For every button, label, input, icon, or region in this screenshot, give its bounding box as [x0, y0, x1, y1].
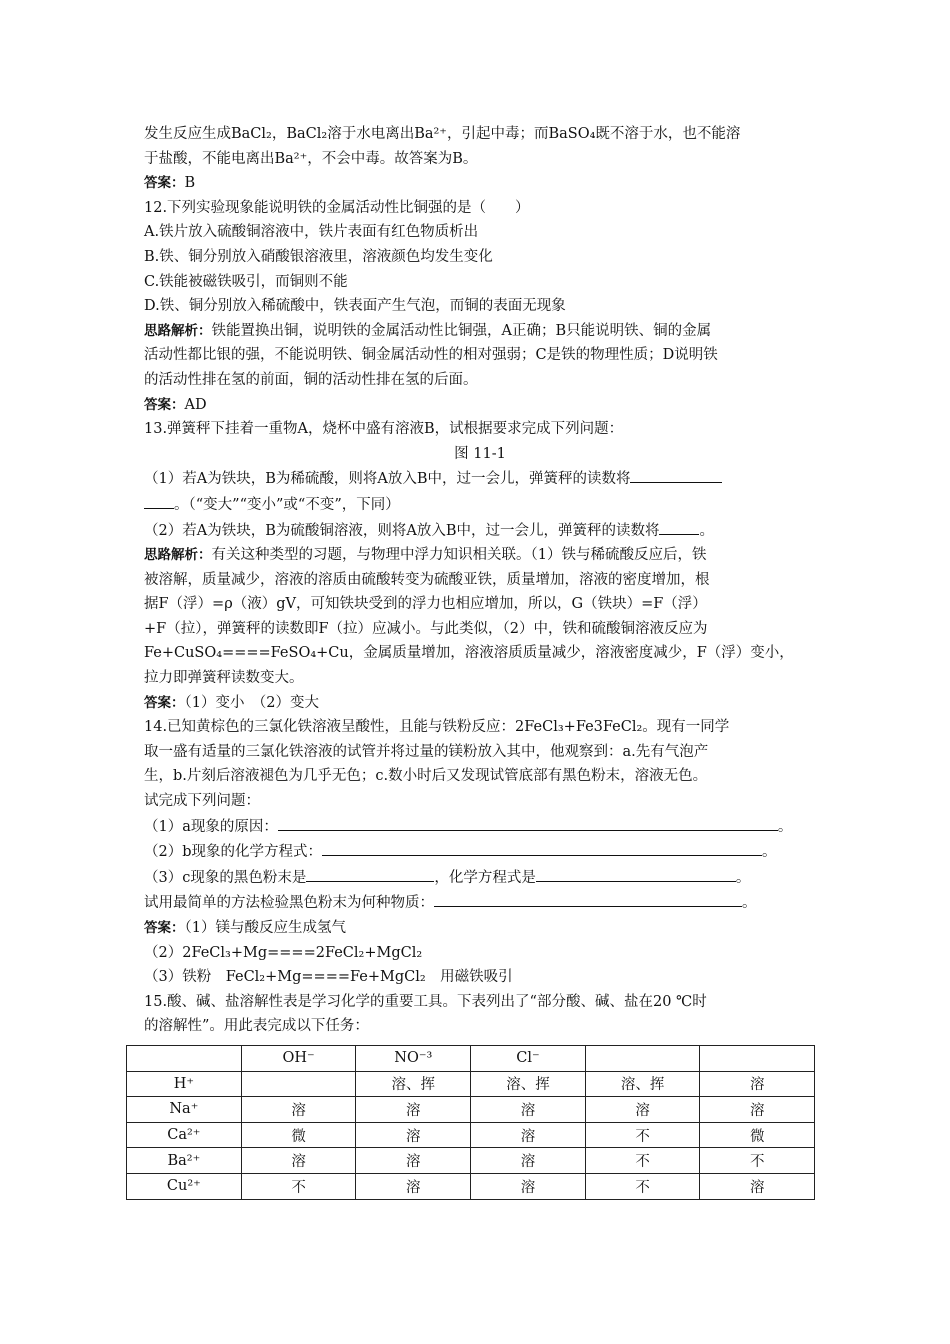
table-cell: 溶 [471, 1122, 586, 1148]
table-cell [585, 1046, 700, 1072]
answer-line [144, 393, 816, 418]
text-line: 发生反应生成BaCl₂，BaCl₂溶于水电离出Ba²⁺，引起中毒；而BaSO₄既不溶于水，也不能溶 [144, 126, 741, 142]
table-cell: 溶 [356, 1122, 471, 1148]
text-line: （2）2FeCl₃+Mg====2FeCl₂+MgCl₂ [144, 944, 423, 961]
table-cell: 溶、挥 [585, 1071, 700, 1097]
document-page [144, 122, 816, 1039]
answer-label: 答案： [144, 694, 185, 711]
table-row [127, 1148, 815, 1174]
answer-value: AD [184, 396, 207, 413]
text-line [144, 814, 816, 840]
answer-blank [659, 518, 699, 535]
table-cell: 溶 [471, 1173, 586, 1199]
table-cell: 不 [585, 1148, 700, 1174]
answer-label: 答案： [144, 175, 185, 192]
text-line [144, 839, 816, 865]
question-text: ，化学方程式是 [434, 869, 536, 886]
table-cell: H⁺ [127, 1071, 242, 1097]
table-cell: Cu²⁺ [127, 1173, 242, 1199]
text-line: 的活动性排在氢的前面，铜的活动性排在氢的后面。 [144, 371, 478, 388]
answer-blank [630, 466, 722, 483]
answer-line [144, 691, 816, 716]
answer-blank [322, 839, 762, 856]
answer-value: B [184, 175, 196, 192]
table-cell: 溶 [241, 1097, 356, 1123]
text-line: 试完成下列问题： [144, 793, 260, 810]
answer-line [144, 916, 816, 941]
solubility-table [126, 1045, 815, 1200]
table-row [127, 1071, 815, 1097]
question-text: （3）c现象的黑色粉末是 [144, 869, 307, 886]
table-cell [127, 1046, 242, 1072]
table-cell: Ca²⁺ [127, 1122, 242, 1148]
analysis-text: 铁能置换出铜，说明铁的金属活动性比铜强，A正确；B只能说明铁、铜的金属 [211, 322, 712, 339]
period: 。 [777, 818, 793, 835]
text-line: 据F（浮）=ρ（液）gV，可知铁块受到的浮力也相应增加，所以，G（铁块）=F（浮） [144, 596, 707, 613]
option-b: B.铁、铜分别放入硝酸银溶液里，溶液颜色均发生变化 [144, 248, 493, 265]
text-line [144, 466, 816, 492]
figure-caption: 图 11-1 [454, 445, 506, 462]
table-cell: NO⁻³ [356, 1046, 471, 1072]
table-cell: Ba²⁺ [127, 1148, 242, 1174]
table-cell [241, 1071, 356, 1097]
analysis-text: 有关这种类型的习题，与物理中浮力知识相关联。（1）铁与稀硫酸反应后，铁 [211, 547, 707, 564]
table-cell: 溶、挥 [356, 1071, 471, 1097]
question-14: 14.已知黄棕色的三氯化铁溶液呈酸性，且能与铁粉反应：2FeCl₃+Fe3FeCl₂。现有一同学 [144, 719, 730, 736]
text-line: 生，b.片刻后溶液褪色为几乎无色；c.数小时后又发现试管底部有黑色粉末，溶液无色。 [144, 768, 708, 785]
text-line: 被溶解，质量减少，溶液的溶质由硫酸转变为硫酸亚铁，质量增加，溶液的密度增加，根 [144, 571, 710, 588]
answer-label: 答案： [144, 920, 185, 936]
text-line: 于盐酸，不能电离出Ba²⁺，不会中毒。故答案为B。 [144, 150, 478, 167]
question-13: 13.弹簧秤下挂着一重物A，烧杯中盛有溶液B，试根据要求完成下列问题： [144, 421, 624, 438]
text-line: 的溶解性”。用此表完成以下任务： [144, 1018, 369, 1035]
text-line [144, 865, 816, 891]
answer-label: 答案： [144, 396, 185, 413]
analysis-label: 思路解析： [144, 547, 212, 564]
answer-blank [306, 865, 434, 882]
table-cell: 溶 [241, 1148, 356, 1174]
text-line [144, 492, 816, 518]
table-cell: 溶 [700, 1071, 815, 1097]
table-cell: 溶 [471, 1148, 586, 1174]
analysis-label: 思路解析： [144, 322, 212, 339]
option-d: D.铁、铜分别放入稀硫酸中，铁表面产生气泡，而铜的表面无现象 [144, 298, 566, 315]
table-cell: 溶 [356, 1173, 471, 1199]
table-row [127, 1097, 815, 1123]
question-15: 15.酸、碱、盐溶解性表是学习化学的重要工具。下表列出了“部分酸、碱、盐在20 ℃时 [144, 993, 707, 1010]
text-line: 活动性都比银的强，不能说明铁、铜金属活动性的相对强弱；C是铁的物理性质；D说明铁 [144, 347, 718, 364]
answer-blank [144, 492, 174, 509]
analysis-line [144, 319, 816, 344]
text-line: Fe+CuSO₄====FeSO₄+Cu，金属质量增加，溶液溶质质量减少，溶液密度减少，F（浮）变小， [144, 645, 794, 662]
text-line: （3）铁粉 FeCl₂+Mg====Fe+MgCl₂ 用磁铁吸引 [144, 969, 513, 986]
table-cell: 不 [585, 1122, 700, 1148]
question-text: （1）若A为铁块，B为稀硫酸，则将A放入B中，过一会儿，弹簧秤的读数将 [144, 471, 631, 488]
table-row [127, 1122, 815, 1148]
table-cell: Na⁺ [127, 1097, 242, 1123]
table-cell: 溶、挥 [471, 1071, 586, 1097]
table-cell: OH⁻ [241, 1046, 356, 1072]
option-a: A.铁片放入硫酸铜溶液中，铁片表面有红色物质析出 [144, 224, 479, 241]
table-cell: Cl⁻ [471, 1046, 586, 1072]
table-header-row [127, 1046, 815, 1072]
text-line: 拉力即弹簧秤读数变大。 [144, 670, 304, 687]
table-cell: 微 [241, 1122, 356, 1148]
period: 。 [699, 522, 714, 539]
answer-blank [434, 890, 742, 907]
table-cell: 溶 [356, 1148, 471, 1174]
question-text: 试用最简单的方法检验黑色粉末为何种物质： [144, 895, 434, 912]
option-c: C.铁能被磁铁吸引，而铜则不能 [144, 273, 348, 290]
answer-value: （1）镁与酸反应生成氢气 [184, 920, 346, 936]
table-cell: 溶 [585, 1097, 700, 1123]
answer-value: （1）变小 （2）变大 [184, 694, 319, 711]
table-cell: 微 [700, 1122, 815, 1148]
period: 。 [742, 895, 757, 912]
table-cell: 不 [585, 1173, 700, 1199]
question-text: 。（“变大”“变小”或“不变”，下同） [174, 496, 400, 513]
table-cell: 不 [241, 1173, 356, 1199]
table-cell: 溶 [700, 1097, 815, 1123]
period: 。 [762, 844, 777, 861]
table-cell: 溶 [700, 1173, 815, 1199]
text-line [144, 518, 816, 544]
table-cell: 溶 [356, 1097, 471, 1123]
question-12: 12.下列实验现象能说明铁的金属活动性比铜强的是（ ） [144, 199, 530, 216]
analysis-line [144, 543, 816, 568]
period: 。 [735, 869, 751, 886]
answer-blank [278, 814, 778, 831]
question-text: （1）a现象的原因： [144, 818, 278, 835]
text-line: +F（拉），弹簧秤的读数即F（拉）应减小。与此类似，（2）中，铁和硫酸铜溶液反应为 [144, 620, 708, 637]
table-row [127, 1173, 815, 1199]
answer-blank [536, 865, 736, 882]
question-text: （2）b现象的化学方程式： [144, 844, 323, 861]
table-cell: 溶 [471, 1097, 586, 1123]
answer-line [144, 171, 816, 196]
text-line: 取一盛有适量的三氯化铁溶液的试管并将过量的镁粉放入其中，他观察到：a.先有气泡产 [144, 743, 709, 760]
table-cell: 不 [700, 1148, 815, 1174]
question-text: （2）若A为铁块，B为硫酸铜溶液，则将A放入B中，过一会儿，弹簧秤的读数将 [144, 522, 660, 539]
text-line [144, 890, 816, 916]
table-cell [700, 1046, 815, 1072]
